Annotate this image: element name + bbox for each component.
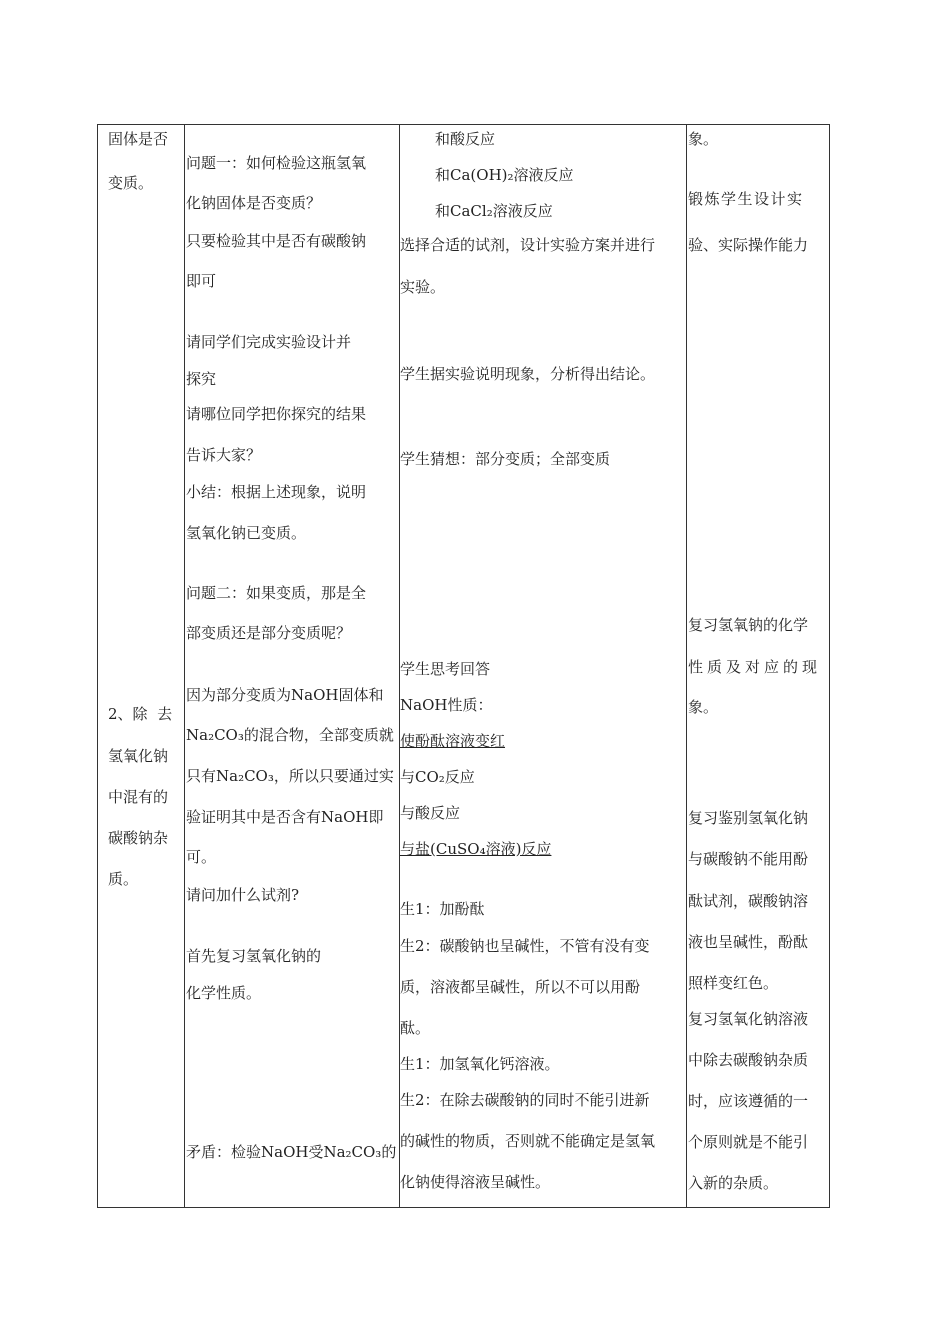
student-text: 学生猜想：部分变质；全部变质 [400,450,611,468]
student-text: 质，溶液都呈碱性，所以不可以用酚 [400,978,641,996]
student-text: 学生据实验说明现象，分析得出结论。 [400,365,656,383]
student-text: 生1：加氢氧化钙溶液。 [400,1055,560,1073]
teacher-text: 只有Na₂CO₃，所以只要通过实 [186,767,394,785]
teacher-text: 因为部分变质为NaOH固体和 [186,686,384,704]
student-text: 和Ca(OH)₂溶液反应 [435,166,574,184]
intent-text: 液也呈碱性，酚酞 [688,933,809,951]
student-text: 生2：碳酸钠也呈碱性，不管有没有变 [400,937,650,955]
lesson-table [97,124,830,1208]
topic-text: 碳酸钠杂 [108,829,169,847]
intent-text: 中除去碳酸钠杂质 [688,1051,809,1069]
teacher-text: 矛盾：检验NaOH受Na₂CO₃的 [186,1143,397,1161]
teacher-text: 可。 [186,848,217,866]
student-text: 酞。 [400,1019,431,1037]
teacher-text: 问题二：如果变质，那是全 [186,584,367,602]
teacher-text: 氢氧化钠已变质。 [186,524,307,542]
teacher-text: 问题一：如何检验这瓶氢氧 [186,154,367,172]
topic-text: 质。 [108,870,139,888]
teacher-text: 请问加什么试剂? [186,886,300,904]
teacher-text: 请哪位同学把你探究的结果 [186,405,367,423]
intent-text: 验、实际操作能力 [688,236,809,254]
column-divider [686,125,687,1207]
student-text: 生2：在除去碳酸钠的同时不能引进新 [400,1091,650,1109]
intent-text: 时，应该遵循的一 [688,1092,809,1110]
intent-text: 入新的杂质。 [688,1174,779,1192]
teacher-text: 探究 [186,370,217,388]
teacher-text: 首先复习氢氧化钠的 [186,947,322,965]
teacher-text: 请同学们完成实验设计并 [186,333,352,351]
topic-text: 变质。 [108,174,154,192]
intent-text: 象。 [688,698,719,716]
student-text: 与盐(CuSO₄溶液)反应 [400,840,552,858]
intent-text: 复习氢氧化钠溶液 [688,1010,809,1028]
teacher-text: 告诉大家？ [186,446,262,464]
student-text: 使酚酞溶液变红 [400,732,506,750]
intent-text: 复习氢氧钠的化学 [688,616,809,634]
intent-text: 锻炼学生设计实 [688,190,804,208]
intent-text: 酞试剂，碳酸钠溶 [688,892,809,910]
student-text: 的碱性的物质，否则就不能确定是氢氧 [400,1132,656,1150]
teacher-text: 小结：根据上述现象，说明 [186,483,367,501]
student-text: 和CaCl₂溶液反应 [435,202,553,220]
intent-text: 与碳酸钠不能用酚 [688,850,809,868]
student-text: NaOH性质： [400,696,493,714]
teacher-text: 验证明其中是否含有NaOH即 [186,808,384,826]
student-text: 实验。 [400,278,446,296]
student-text: 学生思考回答 [400,660,491,678]
intent-text: 个原则就是不能引 [688,1133,809,1151]
topic-text: 中混有的 [108,788,169,806]
teacher-text: Na₂CO₃的混合物，全部变质就 [186,726,394,744]
topic-text: 2、除 去 [108,705,173,723]
intent-text: 复习鉴别氢氧化钠 [688,809,809,827]
student-text: 与酸反应 [400,804,461,822]
teacher-text: 只要检验其中是否有碳酸钠 [186,232,367,250]
student-text: 化钠使得溶液呈碱性。 [400,1173,551,1191]
intent-text: 象。 [688,130,719,148]
intent-text: 照样变红色。 [688,974,779,992]
teacher-text: 部变质还是部分变质呢？ [186,624,352,642]
student-text: 和酸反应 [435,130,496,148]
student-text: 生1：加酚酞 [400,900,485,918]
teacher-text: 化学性质。 [186,984,262,1002]
column-divider [184,125,185,1207]
teacher-text: 即可 [186,272,217,290]
teacher-text: 化钠固体是否变质？ [186,194,322,212]
student-text: 与CO₂反应 [400,768,475,786]
topic-text: 固体是否 [108,130,169,148]
intent-text: 性质及对应的现 [688,658,822,676]
student-text: 选择合适的试剂，设计实验方案并进行 [400,236,656,254]
topic-text: 氢氧化钠 [108,747,169,765]
